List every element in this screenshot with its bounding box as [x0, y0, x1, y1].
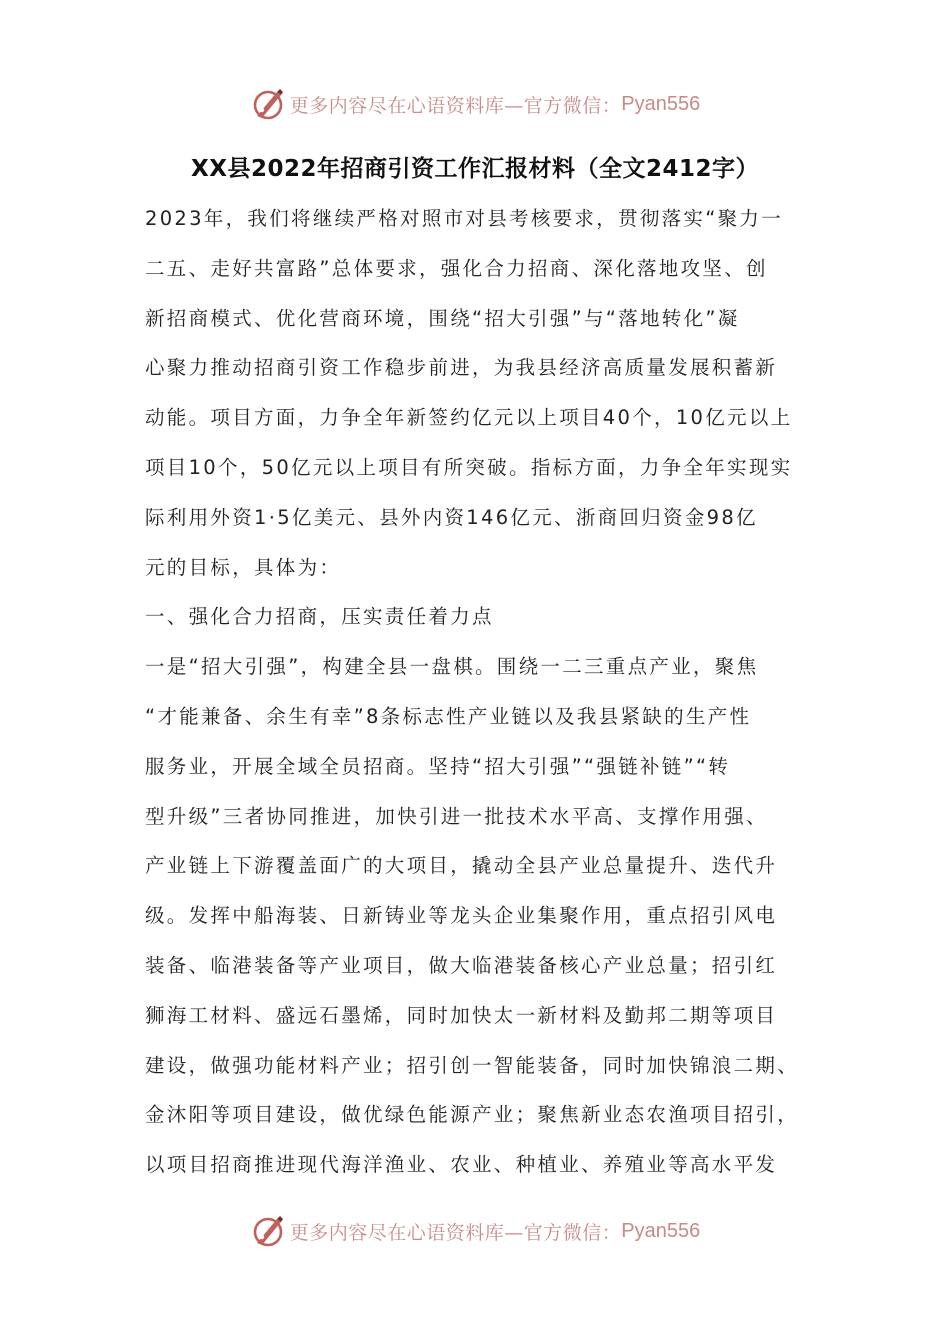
header-watermark — [0, 84, 950, 124]
body-line: 元的目标，具体为： — [145, 555, 342, 579]
pen-logo-icon — [250, 86, 286, 122]
watermark-wechat-id: Pyan556 — [621, 1219, 701, 1242]
body-line: 动能。项目方面，力争全年新签约亿元以上项目40个，10亿元以上 — [145, 406, 793, 430]
watermark-wechat-id: Pyan556 — [621, 92, 701, 115]
body-line: 以项目招商推进现代海洋渔业、农业、种植业、养殖业等高水平发 — [145, 1153, 778, 1177]
document-title: XX县2022年招商引资工作汇报材料（全文2412字） — [191, 156, 759, 182]
watermark-text: 更多内容尽在心语资料库—官方微信： — [289, 1221, 622, 1244]
body-line: 二五、走好共富路”总体要求，强化合力招商、深化落地攻坚、创 — [145, 256, 768, 280]
footer-watermark — [0, 1211, 950, 1251]
body-line: 心聚力推动招商引资工作稳步前进，为我县经济高质量发展积蓄新 — [145, 356, 778, 380]
body-line: “才能兼备、余生有幸”8条标志性产业链以及我县紧缺的生产性 — [145, 704, 752, 728]
body-line: 项目10个，50亿元以上项目有所突破。指标方面，力争全年实现实 — [145, 455, 793, 479]
body-line: 一是“招大引强”，构建全县一盘棋。围绕一二三重点产业，聚焦 — [145, 655, 759, 679]
watermark-text: 更多内容尽在心语资料库—官方微信： — [289, 94, 622, 117]
body-line: 金沐阳等项目建设，做优绿色能源产业；聚焦新业态农渔项目招引， — [145, 1103, 800, 1127]
body-line: 型升级”三者协同推进，加快引进一批技术水平高、支撑作用强、 — [145, 804, 768, 828]
body-line: 建设，做强功能材料产业；招引创一智能装备，同时加快锦浪二期、 — [145, 1053, 800, 1077]
document-body — [145, 194, 805, 1190]
body-line: 产业链上下游覆盖面广的大项目，撬动全县产业总量提升、迭代升 — [145, 854, 778, 878]
body-line: 2023年，我们将继续严格对照市对县考核要求，贯彻落实“聚力一 — [145, 207, 784, 230]
body-line: 服务业，开展全域全员招商。坚持“招大引强”“强链补链”“转 — [145, 754, 731, 778]
body-line: 装备、临港装备等产业项目，做大临港装备核心产业总量；招引红 — [145, 953, 778, 977]
body-line: 狮海工材料、盛远石墨烯，同时加快太一新材料及勤邦二期等项目 — [145, 1003, 778, 1027]
body-line: 级。发挥中船海装、日新铸业等龙头企业集聚作用，重点招引风电 — [145, 904, 778, 928]
body-line: 际利用外资1·5亿美元、县外内资146亿元、浙商回归资金98亿 — [145, 505, 758, 529]
section-heading: 一、强化合力招商，压实责任着力点 — [145, 605, 494, 629]
body-line: 新招商模式、优化营商环境，围绕“招大引强”与“落地转化”凝 — [145, 306, 740, 330]
pen-logo-icon — [250, 1213, 286, 1249]
